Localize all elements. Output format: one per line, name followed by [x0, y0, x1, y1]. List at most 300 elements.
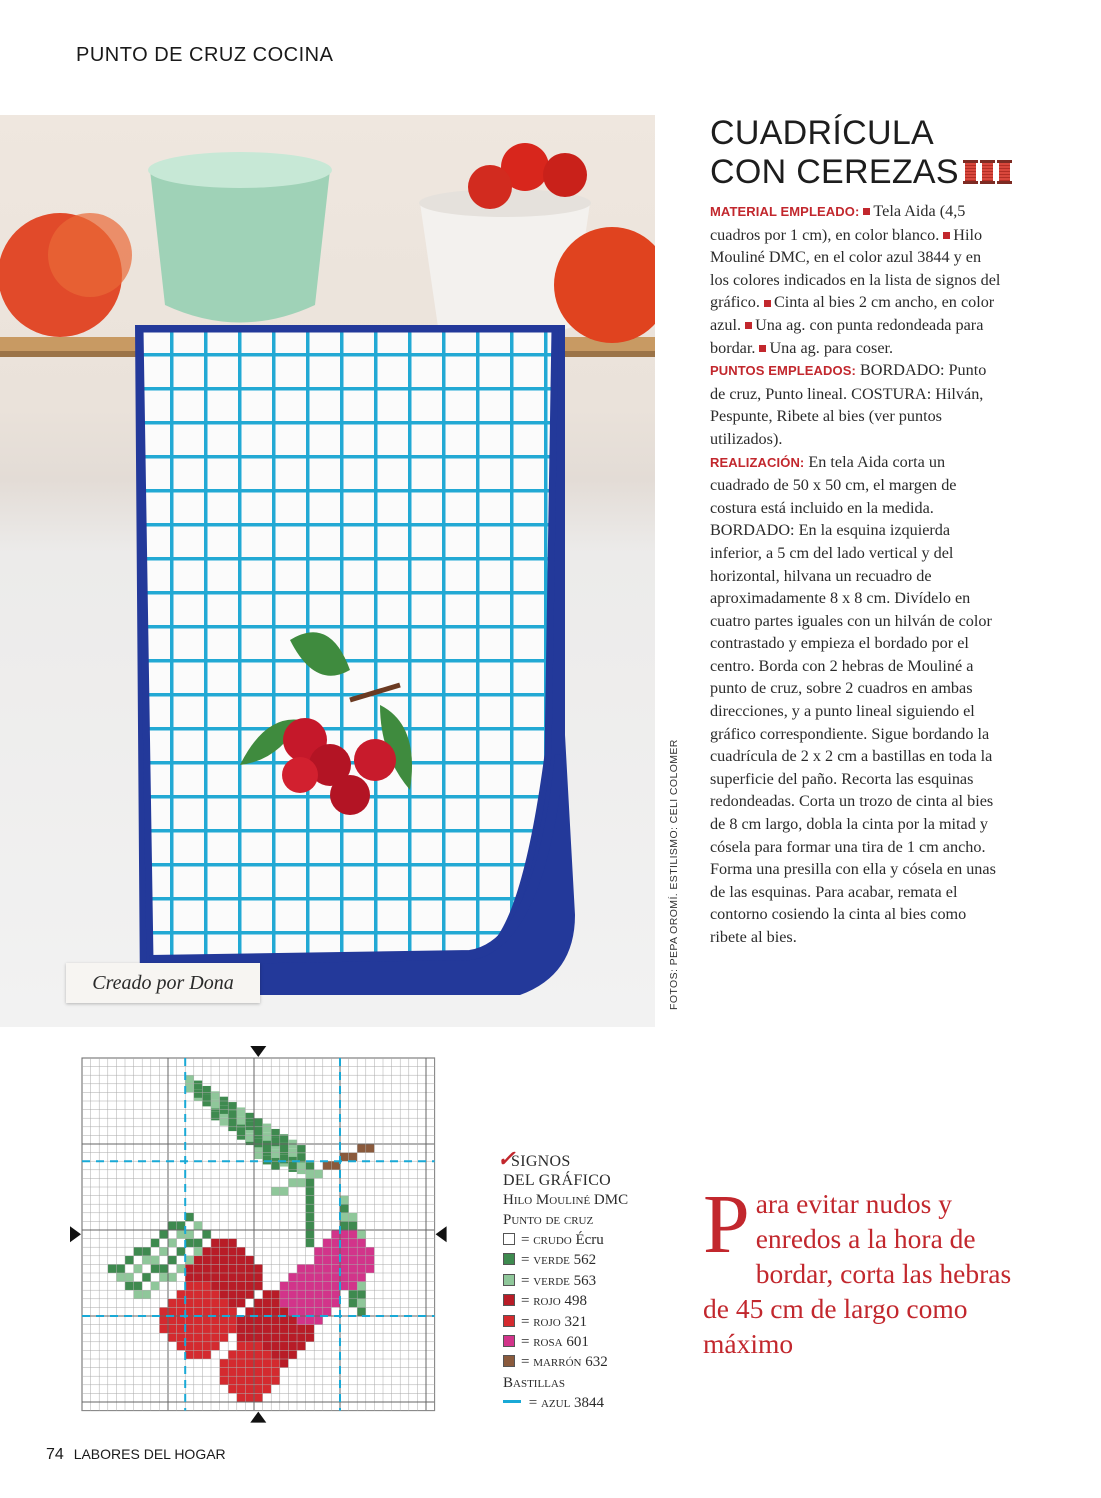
stitch-cell	[366, 1264, 375, 1273]
stitch-cell	[331, 1239, 340, 1248]
stitch-cell	[280, 1290, 289, 1299]
stitch-cell	[185, 1084, 194, 1093]
material-item: Hilo Mouliné DMC, en el color azul 3844 y en los colores indicados en la lista de signos del gráfico.	[710, 225, 1001, 312]
stitch-cell	[331, 1273, 340, 1282]
stitch-cell	[349, 1299, 358, 1308]
stitch-cell	[314, 1256, 323, 1265]
stitch-cell	[245, 1113, 254, 1122]
stitch-cell	[340, 1256, 349, 1265]
stitch-cell	[331, 1282, 340, 1291]
stitch-cell	[237, 1368, 246, 1377]
stitch-cell	[306, 1273, 315, 1282]
stitch-cell	[237, 1273, 246, 1282]
stitch-cell	[306, 1213, 315, 1222]
article-body	[710, 200, 1002, 949]
stitch-cell	[314, 1264, 323, 1273]
stitch-cell	[211, 1247, 220, 1256]
stitch-cell	[357, 1264, 366, 1273]
stitch-cell	[323, 1273, 332, 1282]
stitch-cell	[220, 1247, 229, 1256]
stitch-cell	[194, 1350, 203, 1359]
stitch-cell	[297, 1307, 306, 1316]
stitch-cell	[288, 1282, 297, 1291]
stitch-cell	[142, 1273, 151, 1282]
stitch-cell	[220, 1368, 229, 1377]
stitch-cell	[237, 1385, 246, 1394]
stitch-cell	[280, 1187, 289, 1196]
stitch-cell	[185, 1230, 194, 1239]
stitch-cell	[323, 1247, 332, 1256]
legend-items	[503, 1230, 683, 1373]
stitch-cell	[237, 1116, 246, 1125]
stitch-cell	[185, 1316, 194, 1325]
legend-backstitch-item	[503, 1393, 683, 1413]
stitch-cell	[306, 1230, 315, 1239]
legend-title-1: SIGNOS	[511, 1153, 571, 1170]
stitch-cell	[280, 1282, 289, 1291]
realization-text: En tela Aida corta un cuadrado de 50 x 50 cm, el margen de costura está incluido en la medida. BORDADO: En la esquina izquierda inferior, a 5 cm del lado vertical y del horizontal, hilvana un recuadro de aproximadamente 8 x 8 cm. Divídelo en cuatro partes iguales con un hilván de color contrastado y empieza el bordado por el centro. Borda con 2 hebras de Mouliné a punto de cruz, sobre 2 cuadros en ambas direcciones, y a punto lineal siguiendo el gráfico correspondiente. Sigue bordando la cuadrícula de 2 x 2 cm a bastillas en toda la superficie del paño. Recorta las esquinas redondeadas. Corta un trozo de cinta al bies de 8 cm largo, dobla la cinta por la mitad y cósela para formar una tira de 1 cm ancho. Forma una presilla con ella y cósela en unas de las esquinas. Para acabar, remata el contorno cosiendo la cinta al bies como ribete al bies.	[710, 452, 996, 946]
stitch-cell	[288, 1350, 297, 1359]
material-item: Una ag. para coser.	[769, 338, 894, 357]
stitch-cell	[271, 1368, 280, 1377]
stitch-cell	[323, 1282, 332, 1291]
stitch-cell	[254, 1273, 263, 1282]
stitch-cell	[288, 1307, 297, 1316]
stitch-cell	[177, 1299, 186, 1308]
stitch-cell	[340, 1282, 349, 1291]
stitch-cell	[314, 1316, 323, 1325]
stitch-cell	[194, 1290, 203, 1299]
stitch-cell	[168, 1239, 177, 1248]
legend-item	[503, 1271, 683, 1291]
stitch-cell	[340, 1221, 349, 1230]
legend-item-code: Écru	[575, 1232, 604, 1248]
stitch-cell	[151, 1264, 160, 1273]
stitch-cell	[194, 1081, 203, 1090]
stitch-cell	[202, 1247, 211, 1256]
points-text: BORDADO: Punto de cruz, Punto lineal. COSTURA: Hilván, Pespunte, Ribete al bies (ver puntos utilizados).	[710, 361, 987, 448]
material-item: Cinta al bies 2 cm ancho, en color azul.	[710, 293, 995, 334]
center-marker-right-icon	[436, 1226, 447, 1242]
stitch-cell	[134, 1282, 143, 1291]
stitch-cell	[194, 1299, 203, 1308]
stitch-cell	[228, 1385, 237, 1394]
stitch-cell	[314, 1170, 323, 1179]
bullet-square-icon	[943, 232, 950, 239]
stitch-cell	[288, 1325, 297, 1334]
stitch-cell	[357, 1247, 366, 1256]
stitch-cell	[254, 1264, 263, 1273]
stitch-cell	[228, 1290, 237, 1299]
stitch-cell	[194, 1325, 203, 1334]
stitch-cell	[237, 1256, 246, 1265]
stitch-cell	[254, 1350, 263, 1359]
dash-icon	[503, 1400, 521, 1403]
stitch-cell	[228, 1282, 237, 1291]
stitch-cell	[245, 1121, 254, 1130]
stitch-cell	[245, 1307, 254, 1316]
stitch-cell	[211, 1239, 220, 1248]
stitch-cell	[349, 1256, 358, 1265]
stitch-cell	[306, 1325, 315, 1334]
triangle-icon	[503, 1335, 515, 1347]
stitch-cell	[349, 1290, 358, 1299]
stitch-cell	[228, 1376, 237, 1385]
stitch-cell	[220, 1376, 229, 1385]
stitch-cell	[220, 1290, 229, 1299]
stitch-cell	[263, 1359, 272, 1368]
stitch-cell	[340, 1196, 349, 1205]
stitch-cell	[340, 1153, 349, 1162]
stitch-cell	[237, 1350, 246, 1359]
legend-item-code: 601	[566, 1334, 589, 1351]
stitch-cell	[159, 1247, 168, 1256]
stitch-cell	[185, 1273, 194, 1282]
stitch-cell	[237, 1316, 246, 1325]
stitch-cell	[323, 1264, 332, 1273]
stitch-cell	[237, 1247, 246, 1256]
stitch-cell	[220, 1239, 229, 1248]
stitch-cell	[357, 1144, 366, 1153]
project-title	[710, 115, 1014, 191]
stitch-cell	[185, 1256, 194, 1265]
cross-stitch-chart	[70, 1042, 450, 1437]
stitch-cell	[177, 1290, 186, 1299]
stitch-cell	[228, 1273, 237, 1282]
stitch-cell	[314, 1273, 323, 1282]
stitch-cell	[297, 1316, 306, 1325]
stitch-cell	[211, 1325, 220, 1334]
stitch-cell	[254, 1150, 263, 1159]
stitch-cell	[202, 1290, 211, 1299]
stitch-cell	[349, 1213, 358, 1222]
product-photo	[0, 115, 655, 1027]
stitch-cell	[254, 1333, 263, 1342]
realization-label: REALIZACIÓN:	[710, 454, 805, 470]
stitch-cell	[177, 1342, 186, 1351]
stitch-cell	[263, 1376, 272, 1385]
stitch-cell	[125, 1256, 134, 1265]
stitch-cell	[228, 1247, 237, 1256]
stitch-cell	[159, 1273, 168, 1282]
title-line-2-text: CON CEREZAS	[710, 153, 959, 191]
stitch-cell	[177, 1264, 186, 1273]
stitch-cell	[254, 1325, 263, 1334]
stitch-cell	[185, 1075, 194, 1084]
stitch-cell	[323, 1290, 332, 1299]
stitch-cell	[349, 1264, 358, 1273]
stitch-cell	[228, 1307, 237, 1316]
stitch-cell	[254, 1376, 263, 1385]
stitch-cell	[245, 1256, 254, 1265]
stitch-cell	[237, 1376, 246, 1385]
stitch-cell	[185, 1282, 194, 1291]
stitch-cell	[254, 1393, 263, 1402]
stitch-cell	[263, 1144, 272, 1153]
legend-item-label: = rojo	[521, 1293, 565, 1310]
stitch-cell	[228, 1299, 237, 1308]
stitch-cell	[297, 1325, 306, 1334]
legend-item	[503, 1312, 683, 1332]
stitch-cell	[185, 1307, 194, 1316]
stitch-cell	[306, 1239, 315, 1248]
stitch-cell	[134, 1290, 143, 1299]
stitch-cell	[288, 1299, 297, 1308]
stitch-cell	[211, 1290, 220, 1299]
stitch-cell	[297, 1299, 306, 1308]
stitch-cell	[306, 1178, 315, 1187]
stitch-cell	[177, 1230, 186, 1239]
stitch-cell	[254, 1359, 263, 1368]
thread-spool-icon	[963, 160, 978, 184]
stitch-cell	[271, 1187, 280, 1196]
stitch-cell	[314, 1247, 323, 1256]
legend-item	[503, 1250, 683, 1270]
stitch-cell	[211, 1273, 220, 1282]
stitch-cell	[202, 1316, 211, 1325]
stitch-cell	[297, 1178, 306, 1187]
triangle-icon	[503, 1253, 515, 1265]
stitch-cell	[237, 1107, 246, 1116]
stitch-cell	[349, 1273, 358, 1282]
stitch-cell	[357, 1273, 366, 1282]
stitch-cell	[254, 1342, 263, 1351]
chart-grid	[70, 1042, 450, 1432]
stitch-cell	[237, 1290, 246, 1299]
stitch-cell	[340, 1264, 349, 1273]
dot-icon	[503, 1294, 515, 1306]
stitch-cell	[349, 1247, 358, 1256]
legend-backstitch-code: 3844	[574, 1394, 605, 1411]
stitch-cell	[297, 1333, 306, 1342]
material-paragraph	[710, 200, 1002, 359]
stitch-cell	[331, 1256, 340, 1265]
stitch-cell	[168, 1333, 177, 1342]
stitch-cell	[245, 1316, 254, 1325]
stitch-cell	[254, 1118, 263, 1127]
stitch-cell	[357, 1230, 366, 1239]
tip-text: ara evitar nudos y enredos a la hora de bordar, corta las hebras de 45 cm de largo como máximo	[703, 1188, 1012, 1359]
stitch-cell	[306, 1282, 315, 1291]
legend-item-label: = marrón	[521, 1354, 586, 1371]
stitch-cell	[288, 1273, 297, 1282]
stitch-cell	[314, 1282, 323, 1291]
designer-credit-tag: Creado por Dona	[66, 963, 260, 1003]
stitch-cell	[168, 1299, 177, 1308]
stitch-cell	[271, 1290, 280, 1299]
stitch-cell	[142, 1256, 151, 1265]
stitch-cell	[220, 1316, 229, 1325]
legend-title-2: DEL GRÁFICO	[503, 1172, 612, 1189]
stitch-cell	[159, 1230, 168, 1239]
stitch-cell	[263, 1350, 272, 1359]
stitch-cell	[288, 1316, 297, 1325]
stitch-cell	[366, 1247, 375, 1256]
bullet-square-icon	[863, 208, 870, 215]
chart-legend	[497, 1146, 683, 1413]
stitch-cell	[211, 1307, 220, 1316]
stitch-cell	[220, 1307, 229, 1316]
legend-backstitch: Bastillas	[503, 1374, 565, 1391]
stitch-cell	[280, 1299, 289, 1308]
stitch-cell	[177, 1221, 186, 1230]
thread-spool-icon	[980, 160, 995, 184]
stitch-cell	[211, 1264, 220, 1273]
photo-credit: FOTOS: PEPA OROMÍ. ESTILISMO: CELI COLOMER	[668, 739, 680, 1010]
stitch-cell	[177, 1333, 186, 1342]
legend-item-code: 498	[564, 1293, 587, 1310]
stitch-cell	[220, 1273, 229, 1282]
stitch-cell	[185, 1350, 194, 1359]
stitch-cell	[202, 1307, 211, 1316]
legend-item	[503, 1230, 683, 1250]
stitch-cell	[254, 1307, 263, 1316]
title-line-1: CUADRÍCULA	[710, 114, 935, 152]
page-footer	[46, 1446, 226, 1464]
stitch-cell	[185, 1325, 194, 1334]
stitch-cell	[237, 1282, 246, 1291]
stitch-cell	[263, 1368, 272, 1377]
stitch-cell	[202, 1333, 211, 1342]
triangle-icon	[503, 1315, 515, 1327]
stitch-cell	[271, 1342, 280, 1351]
stitch-cell	[254, 1385, 263, 1394]
stitch-cell	[357, 1299, 366, 1308]
legend-item-code: 562	[573, 1252, 597, 1269]
stitch-cell	[211, 1112, 220, 1121]
legend-item-label: = verde	[521, 1272, 574, 1289]
stitch-cell	[331, 1161, 340, 1170]
points-paragraph	[710, 359, 1002, 450]
stitch-cell	[220, 1256, 229, 1265]
legend-item-label: = verde	[521, 1252, 574, 1269]
stitch-cell	[202, 1230, 211, 1239]
stitch-cell	[271, 1325, 280, 1334]
bullet-square-icon	[764, 300, 771, 307]
stitch-cell	[237, 1342, 246, 1351]
stitch-cell	[159, 1264, 168, 1273]
stitch-cell	[125, 1273, 134, 1282]
stitch-cell	[194, 1342, 203, 1351]
stitch-cell	[194, 1089, 203, 1098]
stitch-cell	[254, 1139, 263, 1148]
stitch-cell	[280, 1316, 289, 1325]
stitch-cell	[202, 1299, 211, 1308]
stitch-cell	[228, 1368, 237, 1377]
stitch-cell	[340, 1204, 349, 1213]
stitch-cell	[271, 1333, 280, 1342]
stitch-cell	[202, 1256, 211, 1265]
stitch-cell	[228, 1316, 237, 1325]
stitch-cell	[271, 1316, 280, 1325]
kitchen-towel-illustration	[0, 115, 655, 1027]
stitch-cell	[349, 1282, 358, 1291]
stitch-cell	[340, 1239, 349, 1248]
stitch-cell	[220, 1333, 229, 1342]
stitch-cell	[168, 1325, 177, 1334]
stitch-cell	[228, 1256, 237, 1265]
stitch-cell	[116, 1264, 125, 1273]
material-list	[710, 202, 1000, 357]
stitch-cell	[280, 1325, 289, 1334]
stitch-cell	[306, 1221, 315, 1230]
stitch-cell	[306, 1333, 315, 1342]
stitch-cell	[194, 1239, 203, 1248]
stitch-cell	[297, 1273, 306, 1282]
stitch-cell	[280, 1333, 289, 1342]
stitch-cell	[306, 1264, 315, 1273]
stitch-cell	[263, 1132, 272, 1141]
stitch-cell	[357, 1239, 366, 1248]
stitch-cell	[280, 1307, 289, 1316]
stitch-cell	[306, 1290, 315, 1299]
check-mark-icon: ✓	[497, 1146, 516, 1171]
stitch-cell	[306, 1307, 315, 1316]
stitch-cell	[220, 1359, 229, 1368]
stitch-cell	[194, 1247, 203, 1256]
stitch-cell	[357, 1307, 366, 1316]
stitch-cell	[263, 1316, 272, 1325]
stitch-cell	[237, 1299, 246, 1308]
stitch-cell	[168, 1221, 177, 1230]
stitch-cell	[228, 1350, 237, 1359]
legend-item	[503, 1352, 683, 1372]
stitch-cell	[271, 1359, 280, 1368]
stitch-cell	[245, 1133, 254, 1142]
stitch-cell	[185, 1333, 194, 1342]
stitch-cell	[271, 1307, 280, 1316]
center-marker-left-icon	[70, 1226, 81, 1242]
stitch-cell	[271, 1129, 280, 1138]
stitch-cell	[194, 1282, 203, 1291]
stitch-cell	[151, 1239, 160, 1248]
stitch-cell	[280, 1359, 289, 1368]
stitch-cell	[177, 1247, 186, 1256]
stitch-cell	[220, 1299, 229, 1308]
stitch-cell	[349, 1230, 358, 1239]
stitch-cell	[202, 1095, 211, 1104]
bars-icon	[503, 1274, 515, 1286]
stitch-cell	[340, 1230, 349, 1239]
magazine-name: LABORES DEL HOGAR	[73, 1446, 226, 1462]
stitch-cell	[254, 1368, 263, 1377]
stitch-cell	[263, 1307, 272, 1316]
stitch-cell	[194, 1316, 203, 1325]
stitch-cell	[245, 1368, 254, 1377]
stitch-cell	[306, 1170, 315, 1179]
stitch-cell	[237, 1264, 246, 1273]
stitch-cell	[263, 1290, 272, 1299]
legend-item-label: = rosa	[521, 1334, 567, 1351]
stitch-cell	[271, 1149, 280, 1158]
center-marker-bottom-icon	[250, 1412, 266, 1423]
stitch-cell	[271, 1138, 280, 1147]
stitch-cell	[254, 1127, 263, 1136]
stitch-cell	[237, 1393, 246, 1402]
stitch-cell	[254, 1282, 263, 1291]
stitch-cell	[245, 1359, 254, 1368]
stitch-cell	[168, 1256, 177, 1265]
center-marker-top-icon	[250, 1046, 266, 1057]
stitch-cell	[168, 1307, 177, 1316]
stitch-cell	[271, 1161, 280, 1170]
stitch-cell	[263, 1299, 272, 1308]
stitch-cell	[288, 1178, 297, 1187]
stitch-cell	[245, 1393, 254, 1402]
stitch-cell	[349, 1239, 358, 1248]
stitch-cell	[220, 1264, 229, 1273]
stitch-cell	[306, 1316, 315, 1325]
